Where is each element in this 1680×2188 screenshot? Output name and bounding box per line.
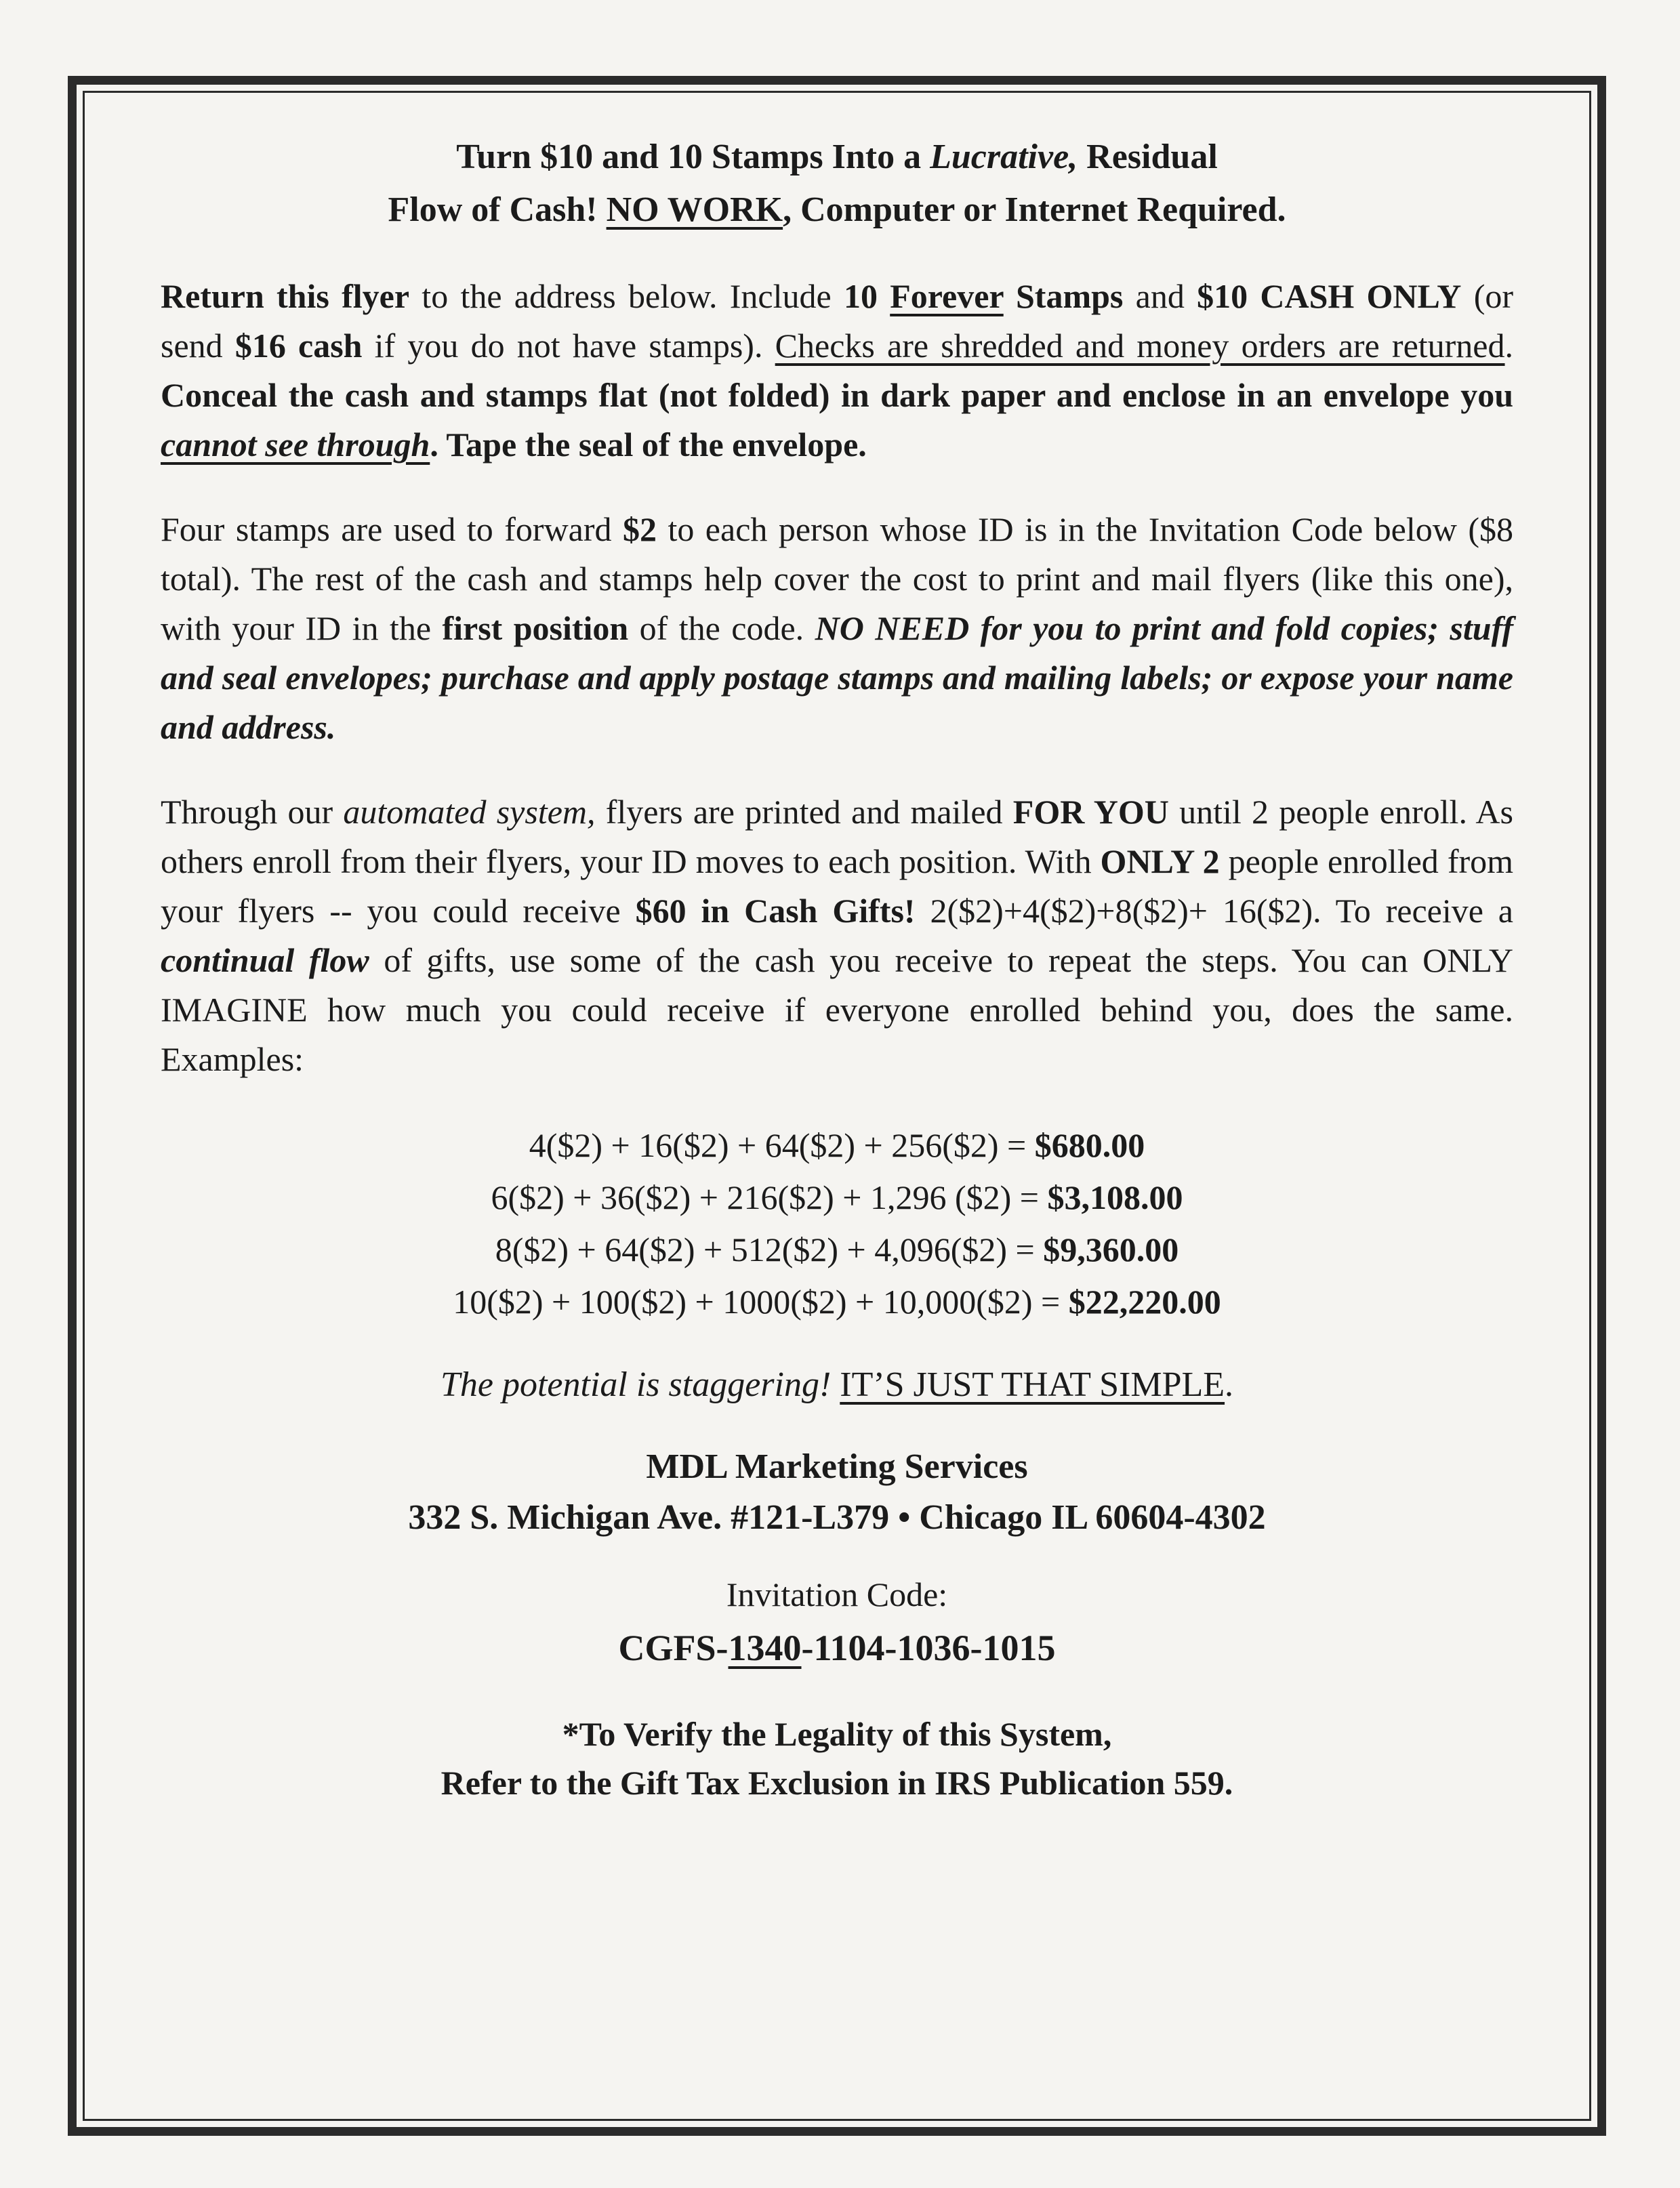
example-line: [161, 1224, 1513, 1276]
text-run: Conceal the cash and stamps flat (not folded) in dark paper and enclose in an envelope you: [161, 376, 1513, 414]
text-run: .: [1504, 327, 1514, 365]
double-border-frame: [68, 76, 1606, 2136]
legality-line-2: Refer to the Gift Tax Exclusion in IRS Publication 559.: [441, 1764, 1233, 1802]
text-run: 10: [843, 277, 890, 315]
text-run: 1340: [728, 1628, 802, 1669]
text-run: 8($2) + 64($2) + 512($2) + 4,096($2) =: [495, 1231, 1044, 1268]
organization-address: 332 S. Michigan Ave. #121-L379 • Chicago IL 60604-4302: [408, 1498, 1266, 1537]
invitation-code: [161, 1623, 1513, 1674]
text-run: $10 CASH ONLY: [1197, 277, 1462, 315]
example-line: [161, 1119, 1513, 1172]
text-run: Flow of Cash!: [388, 190, 607, 229]
automation-paragraph: [161, 787, 1513, 1084]
text-run: IT’S JUST THAT SIMPLE: [840, 1365, 1225, 1404]
text-run: flyers are printed and mailed: [595, 793, 1013, 831]
invitation-block: [161, 1572, 1513, 1674]
text-run: Return this flyer: [161, 277, 410, 315]
intro-paragraph: [161, 272, 1513, 470]
text-run: Through our: [161, 793, 344, 831]
text-run: and: [1123, 277, 1197, 315]
text-run: until 2 people enroll. As others enroll from their flyers, your ID moves to each position. With: [161, 793, 1513, 880]
example-line: [161, 1172, 1513, 1224]
text-run: Checks are shredded and money orders are returned: [775, 327, 1505, 365]
example-line: [161, 1276, 1513, 1328]
text-run: CGFS-: [618, 1628, 729, 1669]
text-run: $16 cash: [234, 327, 363, 365]
text-run: to each person whose ID is in the Invitation Code below ($8 total). The rest of the cash and stamps help cover the cost to print and mail flyers (like this one), with your ID in the: [161, 510, 1513, 647]
inner-border: [83, 91, 1591, 2121]
text-run: Turn $10 and 10 Stamps Into a: [456, 138, 930, 176]
text-run: ONLY 2: [1100, 842, 1220, 880]
text-run: NO WORK: [606, 190, 783, 229]
text-run: 2($2)+4($2)+8($2)+ 16($2). To receive a: [915, 892, 1514, 930]
text-run: automated system,: [343, 793, 596, 831]
text-run: $680.00: [1034, 1126, 1145, 1164]
text-run: 4($2) + 16($2) + 64($2) + 256($2) =: [529, 1126, 1035, 1164]
text-run: $3,108.00: [1047, 1178, 1183, 1216]
text-run: Stamps: [1003, 277, 1124, 315]
text-run: of gifts, use some of the cash you receive to repeat the steps. You can ONLY IMAGINE how much you could receive if everyone enrolled behind you, does the same. Examples:: [161, 941, 1513, 1078]
text-run: The potential is staggering!: [440, 1365, 840, 1404]
text-run: NO NEED for you to print and fold copies; stuff and seal envelopes; purchase and apply postage stamps and mailing labels; or expose your name and address.: [161, 609, 1513, 746]
text-run: 10($2) + 100($2) + 1000($2) + 10,000($2) =: [453, 1283, 1069, 1321]
text-run: cannot see through: [161, 426, 430, 463]
text-run: Lucrative,: [930, 138, 1078, 176]
text-run: continual flow: [161, 941, 369, 979]
text-run: Residual: [1078, 138, 1218, 176]
text-run: first position: [442, 609, 629, 647]
text-run: Four stamps are used to forward: [161, 510, 623, 548]
text-run: of the code.: [628, 609, 815, 647]
flyer-title-line-2: [161, 184, 1513, 236]
text-run: to the address below. Include: [409, 277, 844, 315]
legality-line-1: *To Verify the Legality of this System,: [562, 1714, 1112, 1753]
organization-name: MDL Marketing Services: [646, 1447, 1028, 1486]
legality-note: [161, 1710, 1513, 1808]
text-run: -1104-1036-1015: [801, 1628, 1056, 1669]
text-run: if you do not have stamps).: [362, 327, 775, 365]
examples-list: [161, 1119, 1513, 1328]
text-run: $9,360.00: [1043, 1231, 1179, 1268]
text-run: $2: [622, 510, 657, 548]
text-run: Forever: [890, 277, 1004, 315]
text-run: people enrolled from your flyers -- you could receive: [161, 842, 1514, 930]
text-run: $22,220.00: [1068, 1283, 1221, 1321]
text-run: 6($2) + 36($2) + 216($2) + 1,296 ($2) =: [491, 1178, 1048, 1216]
text-run: . Tape the seal of the envelope.: [430, 426, 867, 463]
text-run: (or send: [161, 277, 1513, 365]
invitation-code-label: Invitation Code:: [726, 1575, 948, 1613]
tagline: [161, 1361, 1513, 1410]
text-run: .: [1225, 1365, 1234, 1404]
text-run: $60 in Cash Gifts!: [635, 892, 916, 930]
text-run: , Computer or Internet Required.: [783, 190, 1286, 229]
text-run: FOR YOU: [1012, 793, 1169, 831]
flyer-title-line-1: [161, 131, 1513, 184]
organization-block: [161, 1441, 1513, 1544]
forwarding-paragraph: [161, 505, 1513, 752]
flyer-title: [161, 131, 1513, 236]
